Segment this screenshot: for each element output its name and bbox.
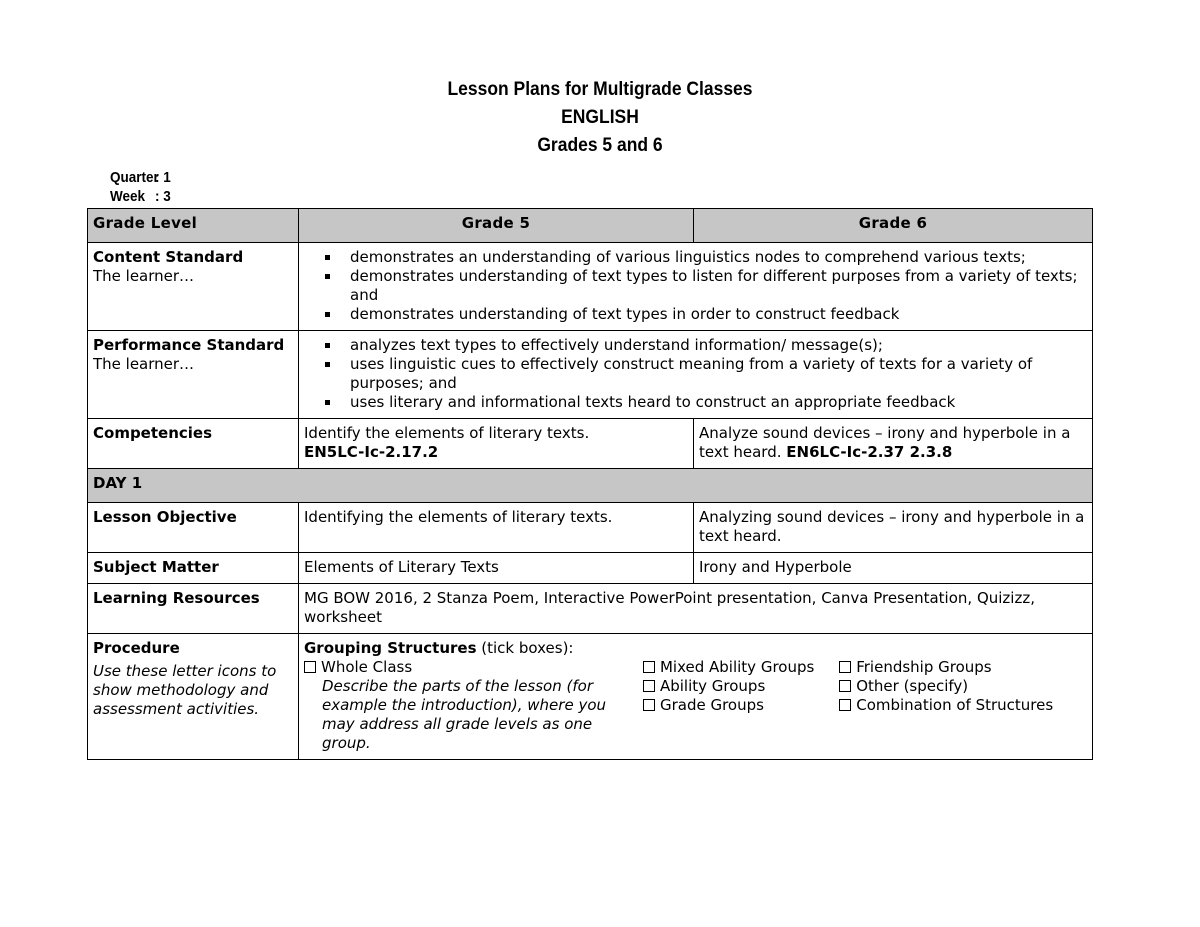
content-standard-sublabel: The learner… bbox=[93, 267, 195, 285]
content-standard-label-cell bbox=[88, 243, 299, 331]
checkbox-other[interactable] bbox=[839, 680, 851, 692]
checkbox-grade-groups[interactable] bbox=[643, 699, 655, 711]
learning-resources-label: Learning Resources bbox=[88, 584, 299, 634]
week-value: : 3 bbox=[155, 188, 171, 205]
subject-matter-row bbox=[88, 553, 1093, 584]
list-item: demonstrates understanding of text types in order to construct feedback bbox=[350, 305, 1087, 324]
week-row bbox=[110, 187, 171, 206]
whole-class-note: Describe the parts of the lesson (for example the introduction), where you may address all grade levels as one group. bbox=[322, 677, 607, 752]
competencies-label: Competencies bbox=[88, 419, 299, 469]
grouping-title: Grouping Structures bbox=[304, 639, 477, 657]
day-label: DAY 1 bbox=[88, 469, 1093, 503]
title-line-3: Grades 5 and 6 bbox=[537, 135, 663, 156]
performance-standard-list bbox=[304, 336, 1087, 412]
procedure-row bbox=[88, 634, 1093, 760]
lesson-plan-table bbox=[87, 208, 1093, 760]
grouping-structures-heading bbox=[304, 639, 1087, 658]
lesson-objective-grade-5: Identifying the elements of literary texts. bbox=[299, 503, 694, 553]
checkbox-whole-class[interactable] bbox=[304, 661, 316, 673]
option-label: Whole Class bbox=[321, 658, 413, 676]
competency-text: Analyze sound devices – irony and hyperbole in a text heard. bbox=[699, 424, 1071, 461]
competency-code: EN5LC-Ic-2.17.2 bbox=[304, 443, 439, 461]
option-mixed-ability[interactable] bbox=[643, 658, 839, 677]
content-standard-row bbox=[88, 243, 1093, 331]
performance-standard-row bbox=[88, 331, 1093, 419]
competency-code: EN6LC-Ic-2.37 2.3.8 bbox=[786, 443, 953, 461]
option-whole-class[interactable] bbox=[304, 658, 643, 677]
option-label: Ability Groups bbox=[659, 677, 766, 695]
grouping-column-2 bbox=[643, 658, 839, 753]
grouping-suffix: (tick boxes): bbox=[481, 639, 574, 657]
subject-matter-grade-6: Irony and Hyperbole bbox=[694, 553, 1093, 584]
header-grade-5: Grade 5 bbox=[299, 209, 694, 243]
learning-resources-value: MG BOW 2016, 2 Stanza Poem, Interactive PowerPoint presentation, Canva Presentation, Quizizz, worksheet bbox=[299, 584, 1093, 634]
option-friendship-groups[interactable] bbox=[839, 658, 1087, 677]
procedure-value bbox=[299, 634, 1093, 760]
procedure-label-cell bbox=[88, 634, 299, 760]
document-title bbox=[48, 76, 1152, 160]
competency-text: Identify the elements of literary texts. bbox=[304, 424, 590, 442]
option-ability-groups[interactable] bbox=[643, 677, 839, 696]
table-header-row bbox=[88, 209, 1093, 243]
option-label: Other (specify) bbox=[856, 677, 969, 695]
content-standard-label: Content Standard bbox=[93, 248, 244, 266]
option-label: Combination of Structures bbox=[856, 696, 1054, 714]
option-combination[interactable] bbox=[839, 696, 1087, 715]
option-label: Grade Groups bbox=[659, 696, 764, 714]
list-item: uses linguistic cues to effectively construct meaning from a variety of texts for a variety of purposes; and bbox=[350, 355, 1087, 393]
list-item: uses literary and informational texts heard to construct an appropriate feedback bbox=[350, 393, 1087, 412]
performance-standard-label: Performance Standard bbox=[93, 336, 285, 354]
content-standard-value bbox=[299, 243, 1093, 331]
option-other[interactable] bbox=[839, 677, 1087, 696]
grouping-options bbox=[304, 658, 1087, 753]
list-item: demonstrates understanding of text types to listen for different purposes from a variety of texts; and bbox=[350, 267, 1087, 305]
lesson-objective-grade-6: Analyzing sound devices – irony and hyperbole in a text heard. bbox=[694, 503, 1093, 553]
option-grade-groups[interactable] bbox=[643, 696, 839, 715]
option-label: Friendship Groups bbox=[856, 658, 992, 676]
day-row bbox=[88, 469, 1093, 503]
checkbox-friendship-groups[interactable] bbox=[839, 661, 851, 673]
quarter-value: : 1 bbox=[155, 169, 171, 186]
title-line-1: Lesson Plans for Multigrade Classes bbox=[447, 79, 753, 100]
lesson-objective-label: Lesson Objective bbox=[88, 503, 299, 553]
quarter-row bbox=[110, 168, 171, 187]
content-standard-list bbox=[304, 248, 1087, 324]
checkbox-combination[interactable] bbox=[839, 699, 851, 711]
performance-standard-value bbox=[299, 331, 1093, 419]
competencies-grade-5 bbox=[299, 419, 694, 469]
subject-matter-grade-5: Elements of Literary Texts bbox=[299, 553, 694, 584]
week-label: Week bbox=[110, 188, 146, 205]
performance-standard-sublabel: The learner… bbox=[93, 355, 195, 373]
list-item: demonstrates an understanding of various linguistics nodes to comprehend various texts; bbox=[350, 248, 1087, 267]
checkbox-mixed-ability[interactable] bbox=[643, 661, 655, 673]
header-grade-level: Grade Level bbox=[88, 209, 299, 243]
performance-standard-label-cell bbox=[88, 331, 299, 419]
grouping-column-3 bbox=[839, 658, 1087, 753]
checkbox-ability-groups[interactable] bbox=[643, 680, 655, 692]
subject-matter-label: Subject Matter bbox=[88, 553, 299, 584]
procedure-note: Use these letter icons to show methodology and assessment activities. bbox=[93, 662, 277, 718]
list-item: analyzes text types to effectively understand information/ message(s); bbox=[350, 336, 1087, 355]
quarter-label: Quarter bbox=[110, 169, 159, 186]
header-grade-6: Grade 6 bbox=[694, 209, 1093, 243]
title-line-2: ENGLISH bbox=[561, 107, 639, 128]
lesson-objective-row bbox=[88, 503, 1093, 553]
procedure-label: Procedure bbox=[93, 639, 180, 657]
grouping-column-1 bbox=[304, 658, 643, 753]
lesson-meta bbox=[110, 168, 171, 206]
competencies-row bbox=[88, 419, 1093, 469]
option-label: Mixed Ability Groups bbox=[659, 658, 815, 676]
learning-resources-row bbox=[88, 584, 1093, 634]
competencies-grade-6 bbox=[694, 419, 1093, 469]
